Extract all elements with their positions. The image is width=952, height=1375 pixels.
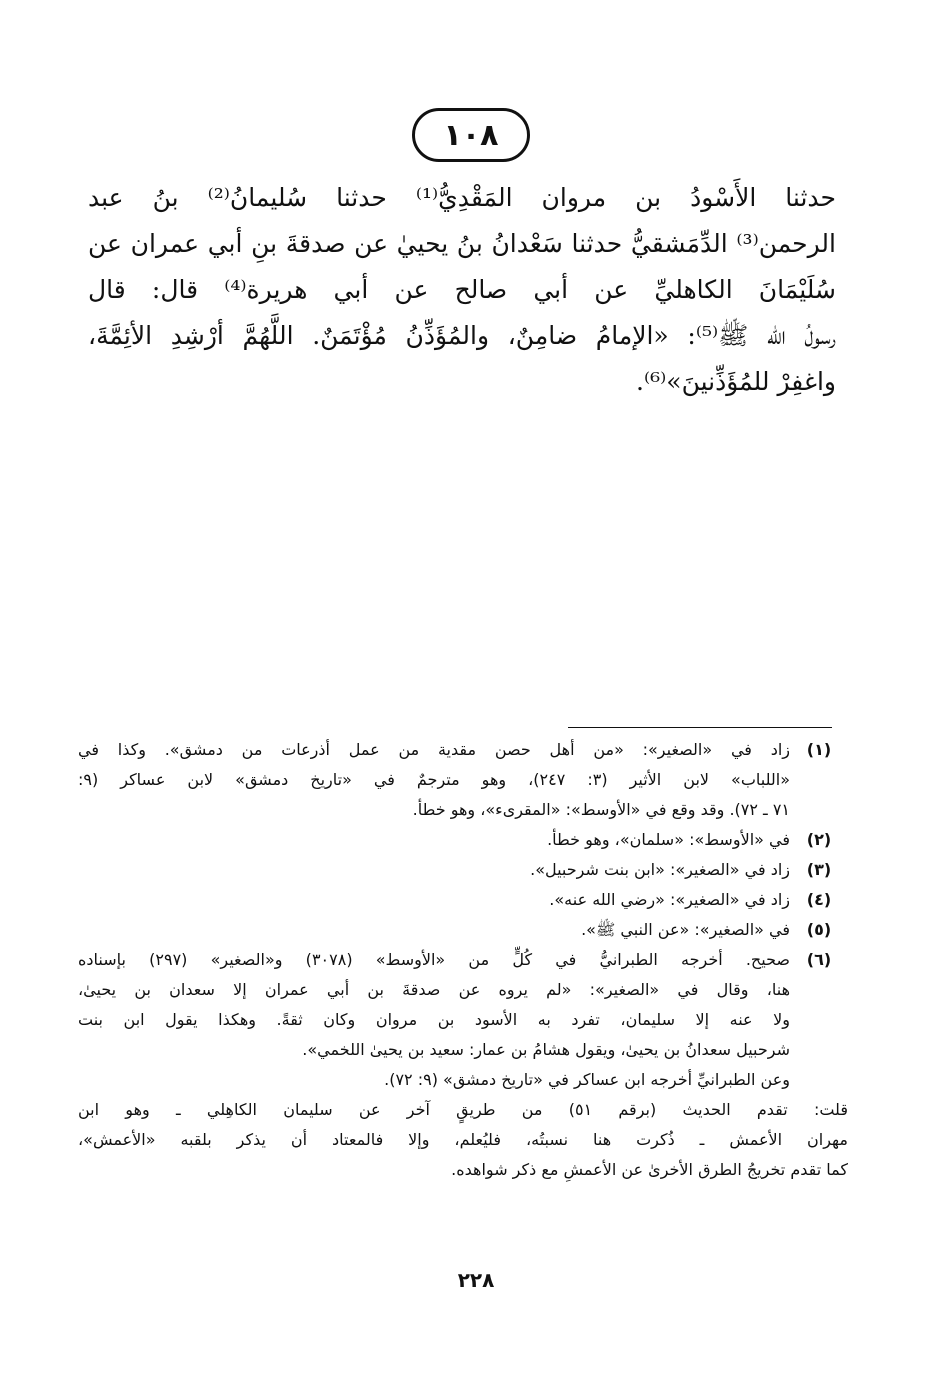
footnote-line: هنا، وقال في «الصغير»: «لم يروه عن صدقةَ بن أبي عمران إلا سعدان بن يحيىٰ، (78, 980, 790, 999)
footnote-line: زاد في «الصغير»: «رضي الله عنه». (549, 890, 790, 909)
footnote-body (78, 825, 790, 855)
closing-note-line: كما تقدم تخريجُ الطرق الأخرىٰ عن الأعمشِ مع ذكر شواهده. (451, 1160, 848, 1179)
hadith-text-line: سُلَيْمَانَ الكاهليِّ عن أبي صالح عن أبي هريرة⁽⁴⁾ قال: قال (88, 275, 837, 304)
footnote-line: في «الصغير»: «عن النبي ﷺ». (581, 920, 790, 939)
footnote-line: في «الأوسط»: «سلمان»، وهو خطأ. (547, 830, 790, 849)
footnote-body (78, 735, 790, 825)
footnote-line: ٧١ ـ ٧٢). وقد وقع في «الأوسط»: «المقرىء»، وهو خطأ. (412, 800, 790, 819)
footnote-number: (٣) (806, 860, 832, 879)
footnote-line: زاد في «الصغير»: «من أهل حصن مقدية من عمل أذرعات من دمشق». وكذا في (78, 740, 790, 759)
footnote-divider (568, 727, 832, 728)
footnotes (78, 735, 848, 1185)
hadith-number: ١٠٨ (443, 117, 499, 153)
hadith-text-line: حدثنا الأَسْودُ بن مروان المَقْدِيُّ⁽¹⁾ حدثنا سُليمانُ⁽²⁾ بنُ عبد (88, 183, 836, 212)
hadith-text-line: رسولُ الله ﷺ⁽⁵⁾: «الإمامُ ضامِنٌ، والمُؤَذِّنُ مُؤْتَمَنٌ. اللَّهُمَّ أرْشِدِ الأئِمَّةَ، (88, 321, 836, 350)
closing-note-line: قلت: تقدم الحديث (برقم ٥١) من طريقٍ آخر عن سليمان الكاهِلي ـ وهو ابن (78, 1100, 849, 1119)
footnote-body (78, 945, 790, 1095)
footnote-1 (78, 735, 848, 825)
footnote-body (78, 855, 790, 885)
footnote-line: ولا عنه إلا سليمان، تفرد به الأسود بن مروان وكان ثقةً. وهكذا يقول ابن بنت (78, 1010, 790, 1029)
footnote-body (78, 885, 790, 915)
hadith-text-line: الرحمن⁽³⁾ الدِّمَشقيُّ حدثنا سَعْدانُ بنُ يحييٰ عن صدقةَ بنِ أبي عمران عن (88, 229, 836, 258)
footnote-number: (٦) (806, 950, 832, 969)
hadith-text (88, 175, 836, 405)
footnote-line: وعن الطبرانيِّ أخرجه ابن عساكر في «تاريخ دمشق» (٩: ٧٢). (384, 1070, 790, 1089)
footnote-line: صحيح. أخرجه الطبرانيُّ في كُلٍّ من «الأوسط» (٣٠٧٨) و«الصغير» (٢٩٧) بإسناده (78, 950, 791, 969)
footnote-line: شرحبيل سعدانُ بن يحيىٰ، ويقول هشامُ بن عمار: سعيد بن يحيىٰ اللخمي». (302, 1040, 790, 1059)
footnote-4 (78, 885, 848, 915)
page-number: ٢٢٨ (457, 1268, 495, 1292)
footnote-number: (٢) (806, 830, 832, 849)
footnote-3 (78, 855, 848, 885)
closing-note (78, 1095, 848, 1185)
hadith-number-badge (412, 108, 530, 162)
footnote-body (78, 915, 790, 945)
footnote-line: زاد في «الصغير»: «ابن بنت شرحبيل». (530, 860, 790, 879)
footnote-number: (١) (806, 740, 832, 759)
footnote-2 (78, 825, 848, 855)
footnote-number: (٥) (806, 920, 832, 939)
footnote-6 (78, 945, 848, 1095)
hadith-text-line: واغفِرْ للمُؤَذِّنينَ»⁽⁶⁾. (636, 367, 836, 396)
closing-note-line: مهران الأعمش ـ ذُكرت هنا نسبتُه، فليُعلم، وإلا فالمعتاد أن يذكر بلقبه «الأعمش»، (78, 1130, 848, 1149)
footnote-5 (78, 915, 848, 945)
footnote-line: «اللباب» لابن الأثير (٣: ٢٤٧)، وهو مترجمٌ في «تاريخ دمشق» لابن عساكر (٩: (78, 770, 790, 789)
footnote-number: (٤) (806, 890, 832, 909)
